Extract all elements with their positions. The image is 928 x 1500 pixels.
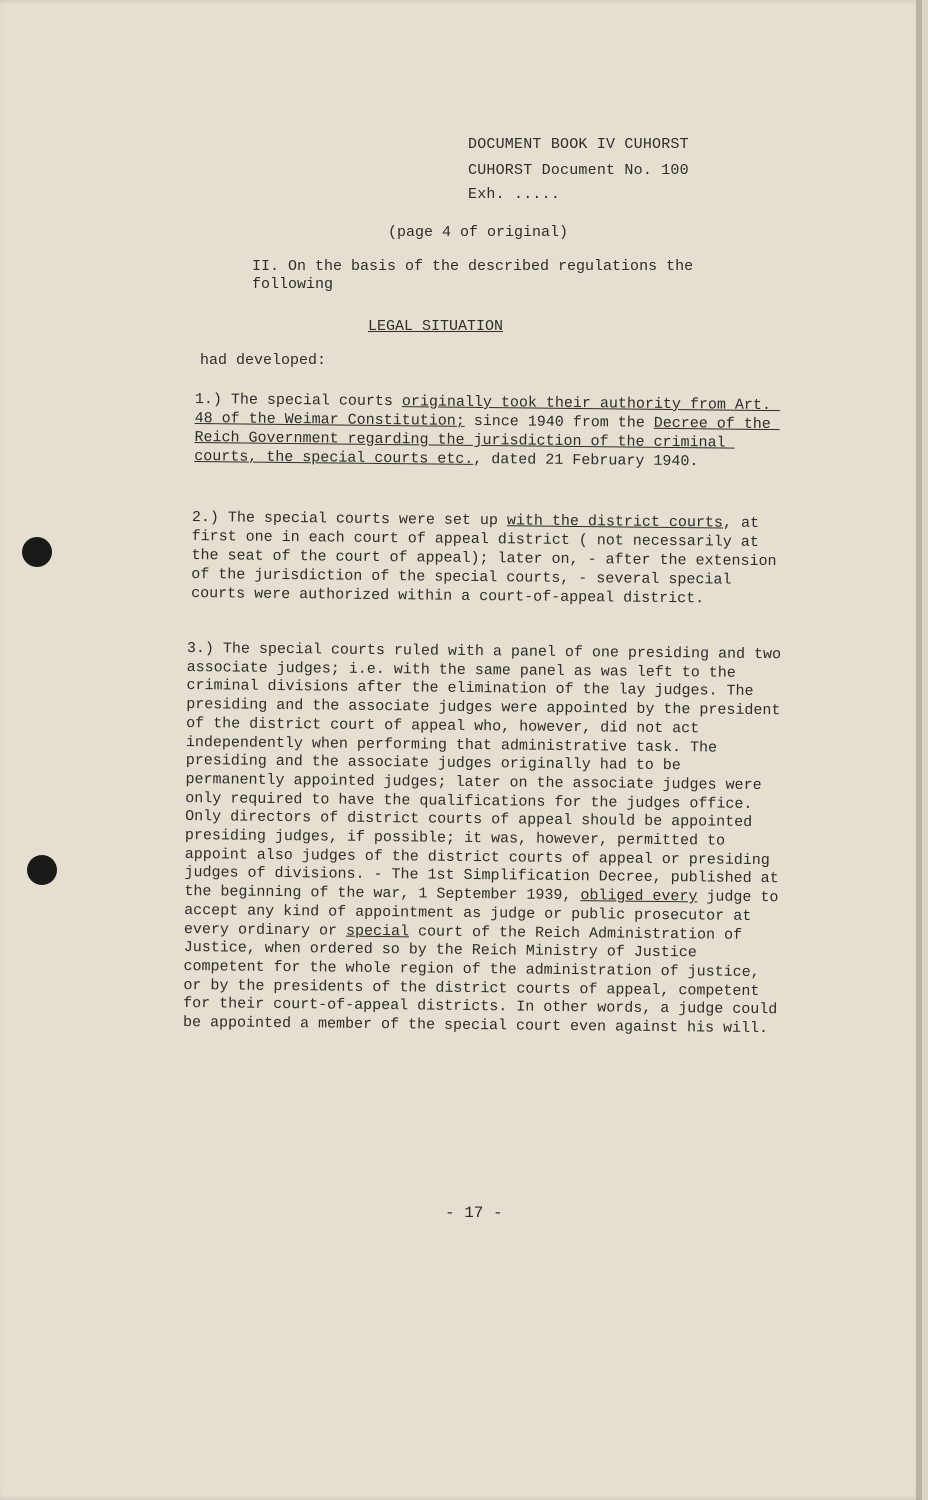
paragraph-3-text-c: court of the Reich Administration of Justice, when ordered so by the Reich Ministry of Justice competent for the whole region of the administration of justice, or by the presidents of the district courts of appeal, competent for their court-of-appeal districts. In other words, a judge could be appointed a member of the special court even against his will. xyxy=(182,922,787,1038)
paragraph-2-text-b: , at first one in each court of appeal district ( not necessarily at the seat of the court of appeal); later on, - after the extension of the jurisdiction of the special courts, - several special courts were authorized within a court-of-appeal district. xyxy=(191,514,786,608)
header-document-number: CUHORST Document No. 100 xyxy=(468,162,689,179)
paragraph-1-text-c: , dated 21 February 1940. xyxy=(473,450,699,471)
paragraph-1-underlined-a: originally took their authority from Art. 48 of the Weimar Constitution; xyxy=(194,393,781,430)
paragraph-1-text-a: The special courts xyxy=(221,391,403,411)
paragraph-2-number: 2.) xyxy=(191,508,220,527)
paragraph-3-underlined-a: obliged every xyxy=(580,887,698,906)
paragraph-1-number: 1.) xyxy=(194,390,223,409)
page-number: - 17 - xyxy=(445,1204,503,1222)
section-ii-intro: II. On the basis of the described regulations the following xyxy=(252,258,694,293)
paragraph-3-text-a: The special courts ruled with a panel of one presiding and two associate judges; i.e. with the same panel as was left to the criminal divisions after the elimination of the lay judges. The presiding and the associate judges were appointed by the president of the district court of appeal who, however, did not act independently when performing that administrative task. The presiding and the associate judges originally had to be permanently appointed judges; later on the associate judges were only required to have the qualifications for the judges office. Only directors of district courts of appeal should be appointed presiding judges, if possible; it was, however, permitted to appoint also judges of the district courts of appeal or presiding judges of divisions. - The 1st Simplification Decree, published at the beginning of the war, 1 September 1939, xyxy=(184,640,791,905)
paragraph-2 xyxy=(191,508,792,609)
paragraph-3-underlined-b: special xyxy=(345,922,410,940)
paragraph-2-underlined: with the district courts xyxy=(506,512,724,532)
paragraph-3 xyxy=(182,640,791,1039)
paragraph-2-text-a: The special courts were set up xyxy=(218,509,508,530)
punch-hole-lower xyxy=(27,855,57,885)
punch-hole-upper xyxy=(22,537,52,567)
section-heading: LEGAL SITUATION xyxy=(368,318,504,335)
had-developed-text: had developed: xyxy=(200,352,327,369)
paragraph-1-underlined-b: Decree of the Reich Government regarding the jurisdiction of the criminal courts, the special courts etc. xyxy=(194,414,780,468)
paragraph-1-text-b: since 1940 from the xyxy=(464,412,654,432)
paragraph-3-number: 3.) xyxy=(186,640,215,658)
paragraph-1 xyxy=(194,390,795,472)
page-reference: (page 4 of original) xyxy=(388,224,569,241)
header-exhibit: Exh. ..... xyxy=(468,186,561,203)
header-document-book: DOCUMENT BOOK IV CUHORST xyxy=(468,136,689,153)
page-edge xyxy=(916,0,922,1500)
paragraph-3-text-b: judge to accept any kind of appointment as judge or public prosecutor at every ordinary or xyxy=(183,888,788,940)
